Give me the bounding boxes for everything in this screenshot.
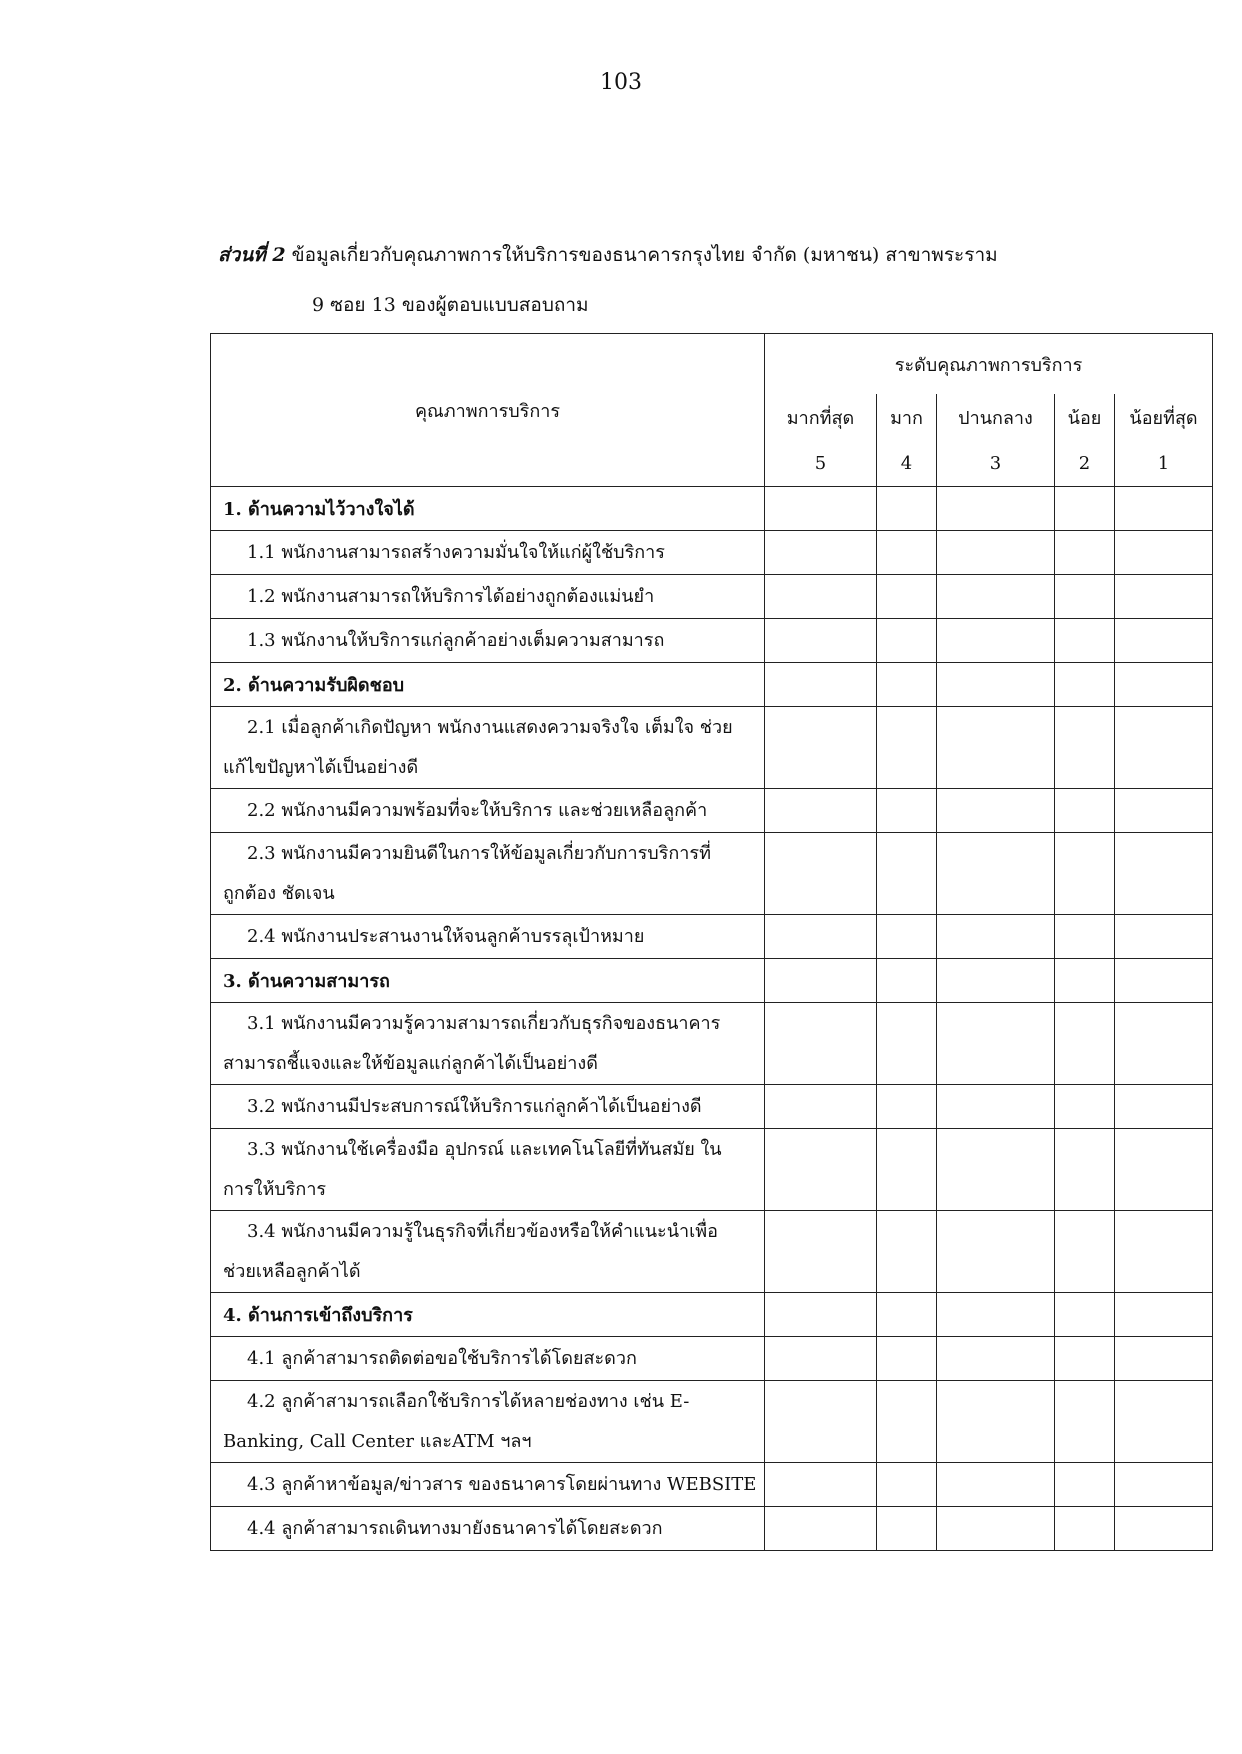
heading-text-1: ข้อมูลเกี่ยวกับคุณภาพการให้บริการของธนาคารกรุงไทย จำกัด (มหาชน) สาขาพระราม [291,244,998,266]
rating-cell-4[interactable] [877,1293,937,1337]
rating-cell-2[interactable] [1055,487,1115,531]
item-number: 1.3 [247,629,276,651]
item-number: 3.3 [247,1138,276,1160]
rating-cell-3[interactable] [937,1381,1055,1463]
item-line [223,1339,764,1379]
column-header-service-quality: คุณภาพการบริการ [211,334,765,487]
rating-cell-1[interactable] [1115,531,1213,575]
section-row [211,959,1213,1003]
rating-cell-2[interactable] [1055,663,1115,707]
rating-cell-4[interactable] [877,915,937,959]
item-number: 1.2 [247,585,276,607]
rating-cell-1[interactable] [1115,575,1213,619]
rating-cell-3[interactable] [937,1003,1055,1085]
item-text-continued: การให้บริการ [223,1178,327,1200]
rating-cell-3[interactable] [937,1463,1055,1507]
level-score: 5 [765,440,877,487]
rating-cell-2[interactable] [1055,619,1115,663]
table-row [211,1211,1213,1293]
level-score: 2 [1055,440,1115,487]
item-text-cell [211,1507,765,1551]
page-number: 103 [600,70,642,95]
rating-cell-5[interactable] [765,833,877,915]
rating-cell-2[interactable] [1055,1085,1115,1129]
rating-cell-1[interactable] [1115,663,1213,707]
rating-cell-1[interactable] [1115,1211,1213,1293]
rating-cell-2[interactable] [1055,1129,1115,1211]
service-quality-table [210,333,1213,1551]
section-title: 4. ด้านการเข้าถึงบริการ [211,1293,765,1337]
section-row [211,663,1213,707]
rating-cell-5[interactable] [765,707,877,789]
rating-cell-3[interactable] [937,707,1055,789]
rating-cell-5[interactable] [765,619,877,663]
rating-cell-2[interactable] [1055,531,1115,575]
item-number: 2.1 [247,716,276,738]
rating-cell-1[interactable] [1115,619,1213,663]
rating-cell-2[interactable] [1055,1463,1115,1507]
section-heading [218,230,1178,330]
item-text-cell [211,619,765,663]
item-text: พนักงานมีความรู้ความสามารถเกี่ยวกับธุรกิจของธนาคาร [281,1012,721,1034]
rating-cell-2[interactable] [1055,959,1115,1003]
item-text-cell [211,1003,765,1085]
item-line [223,1509,764,1549]
rating-cell-1[interactable] [1115,1507,1213,1551]
rating-cell-2[interactable] [1055,707,1115,789]
level-label: ปานกลาง [937,394,1055,440]
section-row [211,487,1213,531]
item-number: 2.3 [247,842,276,864]
item-text: พนักงานมีความพร้อมที่จะให้บริการ และช่วยเหลือลูกค้า [281,799,708,821]
rating-cell-4[interactable] [877,959,937,1003]
table-row [211,1129,1213,1211]
item-text: พนักงานประสานงานให้จนลูกค้าบรรลุเป้าหมาย [281,925,645,947]
item-line [223,834,764,874]
rating-cell-5[interactable] [765,1085,877,1129]
rating-cell-3[interactable] [937,1211,1055,1293]
item-number: 3.1 [247,1012,276,1034]
section-title: 1. ด้านความไว้วางใจได้ [211,487,765,531]
table-row [211,531,1213,575]
rating-cell-1[interactable] [1115,1381,1213,1463]
rating-cell-4[interactable] [877,487,937,531]
rating-cell-4[interactable] [877,789,937,833]
item-text: พนักงานให้บริการแก่ลูกค้าอย่างเต็มความสามารถ [281,629,665,651]
item-text-cell [211,1463,765,1507]
rating-cell-5[interactable] [765,1507,877,1551]
item-text: พนักงานใช้เครื่องมือ อุปกรณ์ และเทคโนโลยีที่ทันสมัย ใน [281,1138,722,1160]
table-row [211,1085,1213,1129]
item-text-cell [211,1085,765,1129]
rating-cell-4[interactable] [877,1003,937,1085]
item-text: ลูกค้าหาข้อมูล/ข่าวสาร ของธนาคารโดยผ่านทาง WEBSITE [281,1473,757,1495]
rating-cell-3[interactable] [937,531,1055,575]
item-text: พนักงานสามารถให้บริการได้อย่างถูกต้องแม่นยำ [281,585,655,607]
rating-cell-4[interactable] [877,1211,937,1293]
item-line [223,621,764,661]
rating-cell-1[interactable] [1115,707,1213,789]
table-row [211,789,1213,833]
rating-cell-5[interactable] [765,1463,877,1507]
item-text: พนักงานมีประสบการณ์ให้บริการแก่ลูกค้าได้เป็นอย่างดี [281,1095,702,1117]
level-label: มากที่สุด [765,394,877,440]
rating-cell-5[interactable] [765,575,877,619]
rating-cell-1[interactable] [1115,1463,1213,1507]
rating-cell-1[interactable] [1115,959,1213,1003]
table-row [211,707,1213,789]
item-line [223,1004,764,1044]
rating-cell-4[interactable] [877,1507,937,1551]
rating-cell-2[interactable] [1055,915,1115,959]
item-text: พนักงานสามารถสร้างความมั่นใจให้แก่ผู้ใช้บริการ [281,541,665,563]
item-text-cell [211,833,765,915]
table-row [211,1003,1213,1085]
rating-cell-4[interactable] [877,663,937,707]
item-text-continued: ช่วยเหลือลูกค้าได้ [223,1260,361,1282]
rating-cell-2[interactable] [1055,1507,1115,1551]
section-row [211,1293,1213,1337]
rating-cell-5[interactable] [765,1293,877,1337]
item-number: 4.2 [247,1390,276,1412]
rating-cell-4[interactable] [877,1129,937,1211]
rating-cell-1[interactable] [1115,833,1213,915]
item-text-cell [211,707,765,789]
rating-cell-4[interactable] [877,531,937,575]
table-row [211,619,1213,663]
rating-cell-1[interactable] [1115,915,1213,959]
rating-cell-1[interactable] [1115,789,1213,833]
level-score: 3 [937,440,1055,487]
item-line [223,1465,764,1505]
item-number: 4.3 [247,1473,276,1495]
table-row [211,833,1213,915]
item-line [223,1382,764,1422]
heading-line-1 [218,230,1178,280]
rating-cell-5[interactable] [765,663,877,707]
level-label: มาก [877,394,937,440]
item-line [223,1087,764,1127]
item-line [223,917,764,957]
item-line [223,1212,764,1252]
heading-line-2: 9 ซอย 13 ของผู้ตอบแบบสอบถาม [312,294,589,316]
rating-cell-3[interactable] [937,1293,1055,1337]
rating-cell-5[interactable] [765,487,877,531]
rating-cell-2[interactable] [1055,1337,1115,1381]
item-text: ลูกค้าสามารถติดต่อขอใช้บริการได้โดยสะดวก [281,1347,637,1369]
rating-cell-3[interactable] [937,1129,1055,1211]
rating-cell-1[interactable] [1115,1085,1213,1129]
rating-cell-3[interactable] [937,619,1055,663]
item-text-cell [211,789,765,833]
item-text-cell [211,531,765,575]
item-number: 2.2 [247,799,276,821]
rating-cell-5[interactable] [765,1381,877,1463]
part-label: ส่วนที่ 2 [218,244,286,266]
item-line [223,577,764,617]
rating-cell-2[interactable] [1055,1003,1115,1085]
rating-cell-5[interactable] [765,1129,877,1211]
rating-cell-3[interactable] [937,959,1055,1003]
item-number: 3.4 [247,1220,276,1242]
item-line [223,533,764,573]
rating-cell-5[interactable] [765,915,877,959]
rating-cell-4[interactable] [877,575,937,619]
rating-cell-2[interactable] [1055,789,1115,833]
rating-cell-3[interactable] [937,487,1055,531]
rating-cell-2[interactable] [1055,1293,1115,1337]
rating-cell-3[interactable] [937,789,1055,833]
rating-cell-2[interactable] [1055,575,1115,619]
rating-cell-4[interactable] [877,707,937,789]
rating-cell-5[interactable] [765,789,877,833]
table-row [211,1507,1213,1551]
item-text-cell [211,1337,765,1381]
section-title: 2. ด้านความรับผิดชอบ [211,663,765,707]
rating-cell-5[interactable] [765,959,877,1003]
item-text-continued: ถูกต้อง ชัดเจน [223,882,335,904]
rating-cell-2[interactable] [1055,1211,1115,1293]
item-text-cell [211,1381,765,1463]
section-title: 3. ด้านความสามารถ [211,959,765,1003]
rating-cell-1[interactable] [1115,1003,1213,1085]
rating-cell-5[interactable] [765,1211,877,1293]
item-number: 4.4 [247,1517,276,1539]
rating-cell-3[interactable] [937,1337,1055,1381]
item-text: เมื่อลูกค้าเกิดปัญหา พนักงานแสดงความจริงใจ เต็มใจ ช่วย [281,716,733,738]
level-label: น้อยที่สุด [1115,394,1213,440]
item-text-continued: สามารถชี้แจงและให้ข้อมูลแก่ลูกค้าได้เป็นอย่างดี [223,1052,598,1074]
item-number: 3.2 [247,1095,276,1117]
rating-cell-5[interactable] [765,1003,877,1085]
item-line [223,708,764,748]
table-row [211,1381,1213,1463]
rating-cell-3[interactable] [937,575,1055,619]
table-row [211,1337,1213,1381]
item-text-cell [211,575,765,619]
rating-cell-1[interactable] [1115,1129,1213,1211]
item-text-cell [211,1211,765,1293]
item-text-continued: Banking, Call Center และATM ฯลฯ [223,1430,532,1452]
item-text: ลูกค้าสามารถเดินทางมายังธนาคารได้โดยสะดวก [281,1517,663,1539]
item-text-continued: แก้ไขปัญหาได้เป็นอย่างดี [223,756,419,778]
rating-cell-3[interactable] [937,663,1055,707]
table-row [211,575,1213,619]
rating-cell-4[interactable] [877,1463,937,1507]
rating-cell-5[interactable] [765,1337,877,1381]
item-text: พนักงานมีความรู้ในธุรกิจที่เกี่ยวข้องหรือให้คำแนะนำเพื่อ [281,1220,718,1242]
level-score: 4 [877,440,937,487]
item-text-cell [211,1129,765,1211]
rating-cell-3[interactable] [937,1507,1055,1551]
table-row [211,915,1213,959]
rating-cell-5[interactable] [765,531,877,575]
rating-cell-1[interactable] [1115,1293,1213,1337]
rating-cell-1[interactable] [1115,1337,1213,1381]
item-number: 4.1 [247,1347,276,1369]
rating-cell-4[interactable] [877,1085,937,1129]
rating-cell-4[interactable] [877,833,937,915]
rating-cell-1[interactable] [1115,487,1213,531]
table-row [211,1463,1213,1507]
rating-cell-3[interactable] [937,915,1055,959]
rating-cell-3[interactable] [937,833,1055,915]
item-line [223,791,764,831]
level-label: น้อย [1055,394,1115,440]
level-score: 1 [1115,440,1213,487]
item-text: ลูกค้าสามารถเลือกใช้บริการได้หลายช่องทาง เช่น E- [281,1390,690,1412]
item-text-cell [211,915,765,959]
rating-cell-4[interactable] [877,619,937,663]
item-line [223,1130,764,1170]
rating-cell-4[interactable] [877,1381,937,1463]
item-text: พนักงานมีความยินดีในการให้ข้อมูลเกี่ยวกับการบริการที่ [281,842,711,864]
rating-cell-3[interactable] [937,1085,1055,1129]
item-number: 1.1 [247,541,276,563]
rating-cell-4[interactable] [877,1337,937,1381]
item-number: 2.4 [247,925,276,947]
rating-cell-2[interactable] [1055,1381,1115,1463]
rating-cell-2[interactable] [1055,833,1115,915]
column-header-level: ระดับคุณภาพการบริการ [765,334,1213,395]
